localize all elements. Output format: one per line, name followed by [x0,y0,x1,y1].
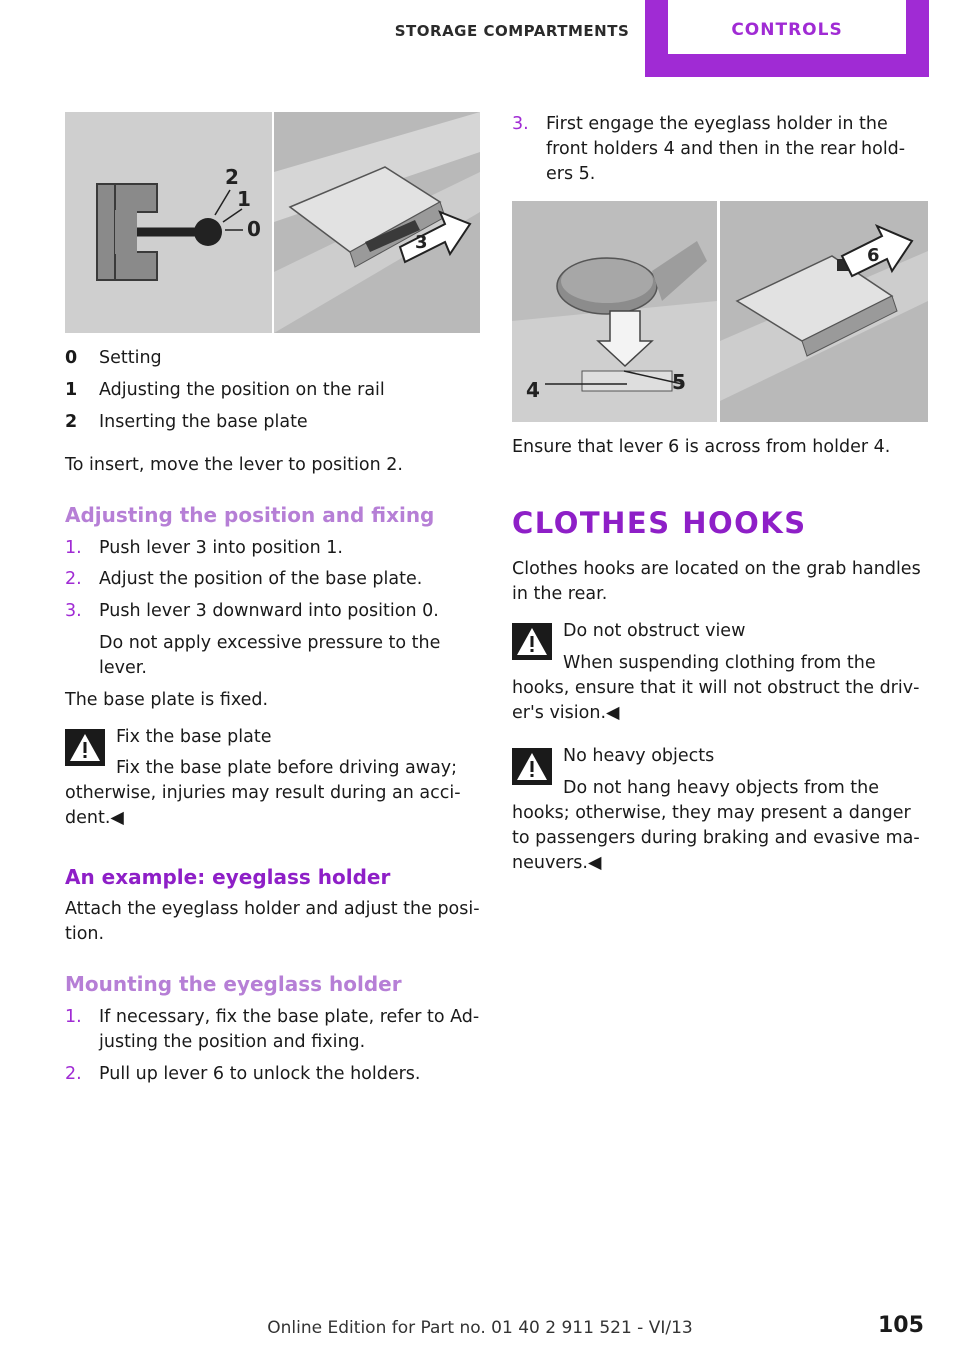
step-number: 1. [65,1007,82,1027]
fig1-label-1: 1 [237,187,251,211]
adjusting-heading: Adjusting the position and fixing [65,503,435,527]
eyeglass-figure-svg [512,201,928,422]
warning-icon [512,623,552,660]
eyeglass-line2: tion. [65,924,105,944]
warning-icon [65,729,105,766]
chapter-tab-label: CONTROLS [731,20,843,40]
step-text: Adjust the position of the base plate. [99,569,423,589]
mounting-heading: Mounting the eyeglass holder [65,972,402,996]
clothes-line2: in the rear. [512,584,608,604]
legend-num: 0 [65,348,78,368]
fig1-callout-3: 3 [415,232,428,253]
step-number: 2. [65,1064,82,1084]
fixed-text: The base plate is fixed. [65,690,269,710]
step-text: First engage the eyeglass holder in the [546,114,888,134]
mounting-step1-line2: justing the position and fixing. [99,1032,366,1052]
warning1-line2: otherwise, injuries may result during an acci‐ [65,783,461,803]
step-number: 2. [65,569,82,589]
ensure-text: Ensure that lever 6 is across from holder 4. [512,437,891,457]
warning1-line1: Fix the base plate before driving away; [116,758,458,778]
eyeglass-line1: Attach the eyeglass holder and adjust the posi‐ [65,899,480,919]
clothes-line1: Clothes hooks are located on the grab handles [512,559,921,579]
warning3-line3: to passengers during braking and evasive ma‐ [512,828,920,848]
legend-num: 1 [65,380,78,400]
legend-text: Adjusting the position on the rail [99,380,385,400]
fig2-label-6: 6 [867,245,880,266]
warning2-title: Do not obstruct view [563,621,746,641]
legend-num: 2 [65,412,78,432]
mounting-step3-line2: front holders 4 and then in the rear hold‐ [546,139,906,159]
warning2-line3: er's vision.◀ [512,703,620,723]
warning-icon [512,748,552,785]
warning2-line2: hooks, ensure that it will not obstruct the driv‐ [512,678,920,698]
step-number: 1. [65,538,82,558]
clothes-heading: CLOTHES HOOKS [512,506,807,540]
intro-text: To insert, move the lever to position 2. [65,455,403,475]
mounting-step3-line3: ers 5. [546,164,596,184]
page-number: 105 [878,1313,924,1338]
fig1-label-2: 2 [225,165,239,189]
lever-figure-svg [65,112,480,333]
lever-figure [65,112,480,333]
step-text: If necessary, fix the base plate, refer to Ad‐ [99,1007,480,1027]
step-text: Push lever 3 downward into position 0. [99,601,439,621]
legend-text: Inserting the base plate [99,412,308,432]
warning3-line4: neuvers.◀ [512,853,602,873]
fig2-label-5: 5 [672,370,686,394]
fig2-label-4: 4 [526,378,540,402]
step3-note-line2: lever. [99,658,147,678]
warning3-line2: hooks; otherwise, they may present a danger [512,803,911,823]
warning1-line3: dent.◀ [65,808,124,828]
step3-note-line1: Do not apply excessive pressure to the [99,633,441,653]
warning2-line1: When suspending clothing from the [563,653,876,673]
fig1-label-0: 0 [247,217,261,241]
warning3-title: No heavy objects [563,746,715,766]
warning1-title: Fix the base plate [116,727,272,747]
step-number: 3. [512,114,529,134]
step-text: Pull up lever 6 to unlock the holders. [99,1064,421,1084]
section-title: STORAGE COMPARTMENTS [394,22,630,40]
step-number: 3. [65,601,82,621]
eyeglass-heading: An example: eyeglass holder [65,865,391,889]
warning3-line1: Do not hang heavy objects from the [563,778,880,798]
footer-edition: Online Edition for Part no. 01 40 2 911 521 - VI/13 [267,1318,693,1338]
eyeglass-figure [512,201,928,422]
step-text: Push lever 3 into position 1. [99,538,343,558]
legend-text: Setting [99,348,162,368]
